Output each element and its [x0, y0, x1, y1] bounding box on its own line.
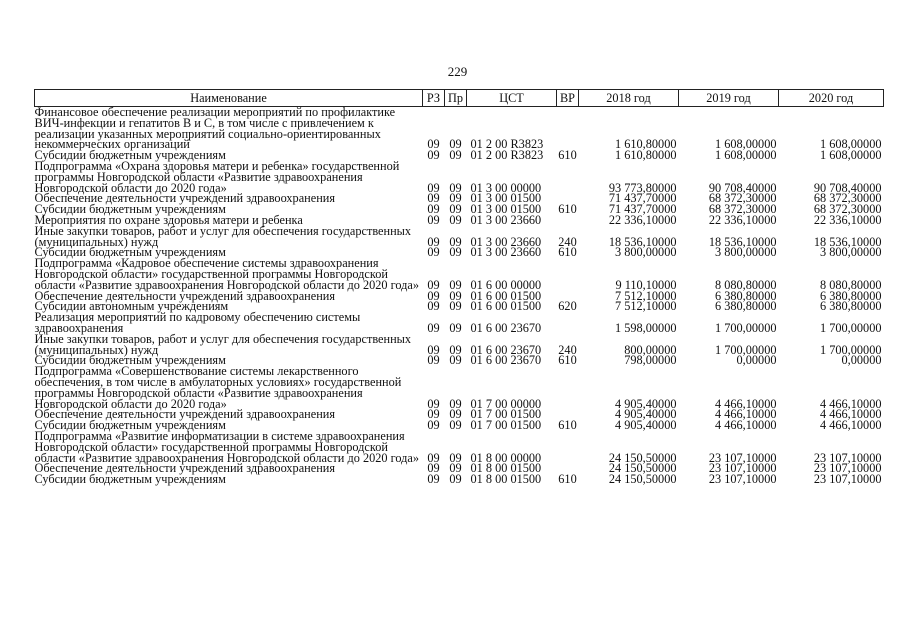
row-2020: 68 372,30000 — [813, 191, 882, 206]
row-2020: 23 107,10000 — [813, 472, 882, 487]
row-vr — [557, 258, 579, 290]
row-2020: 22 336,10000 — [813, 212, 882, 227]
row-pr: 09 — [449, 407, 462, 422]
row-rz: 09 — [427, 299, 440, 314]
row-rz: 09 — [427, 320, 440, 335]
row-rz: 09 — [427, 472, 440, 487]
row-vr: 610 — [558, 418, 577, 433]
row-2018: 4 905,40000 — [615, 407, 677, 422]
row-cst: 01 6 00 01500 — [470, 299, 542, 314]
row-2018: 93 773,80000 — [608, 180, 677, 195]
row-vr: 610 — [558, 472, 577, 487]
row-pr: 09 — [449, 180, 462, 195]
row-vr: 610 — [558, 353, 577, 368]
header-name: Наименование — [35, 90, 423, 107]
row-pr: 09 — [449, 418, 462, 433]
row-2019: 1 608,00000 — [715, 137, 777, 152]
row-2020: 23 107,10000 — [813, 450, 882, 465]
row-pr: 09 — [449, 299, 462, 314]
row-pr: 09 — [449, 461, 462, 476]
row-cst: 01 7 00 00000 — [470, 396, 542, 411]
row-2018: 1 610,80000 — [615, 137, 677, 152]
row-vr — [557, 312, 579, 334]
row-cst: 01 8 00 01500 — [470, 472, 542, 487]
row-name: Финансовое обеспечение реализации мероприятий по профилактике ВИЧ-инфекции и гепатитов В и С, в том числе с привлечением к реализации указанных мероприятий социально-ориентированных некоммерческих организаций — [34, 105, 396, 152]
row-name: Субсидии бюджетным учреждениям — [34, 202, 226, 217]
row-cst: 01 6 00 23670 — [470, 342, 542, 357]
row-2020: 4 466,10000 — [820, 418, 882, 433]
row-name: Подпрограмма «Развитие информатизации в системе здравоохранения Новгородской области» государственной программы Новгородской области «Развитие здравоохранения Новгородской области до 2020 года» — [34, 428, 420, 465]
row-2018: 800,00000 — [624, 342, 677, 357]
row-2019: 6 380,80000 — [715, 288, 777, 303]
row-2019: 4 466,10000 — [715, 418, 777, 433]
row-name: Обеспечение деятельности учреждений здравоохранения — [34, 407, 336, 422]
header-2020: 2020 год — [779, 90, 884, 107]
row-name: Подпрограмма «Охрана здоровья матери и ребенка» государственной программы Новгородской области «Развитие здравоохранения Новгородской области до 2020 года» — [34, 158, 400, 195]
row-2018: 24 150,50000 — [608, 461, 677, 476]
header-cst: ЦСТ — [467, 90, 557, 107]
row-2019: 18 536,10000 — [708, 234, 777, 249]
row-rz: 09 — [427, 288, 440, 303]
row-2019: 1 700,00000 — [715, 320, 777, 335]
table-row — [35, 258, 884, 290]
row-2019: 68 372,30000 — [708, 191, 777, 206]
row-vr: 610 — [558, 148, 577, 163]
row-2020: 1 700,00000 — [820, 320, 882, 335]
row-2019: 23 107,10000 — [708, 461, 777, 476]
row-2018: 4 905,40000 — [615, 396, 677, 411]
row-2020: 3 800,00000 — [820, 245, 882, 260]
row-2019: 68 372,30000 — [708, 202, 777, 217]
row-pr: 09 — [449, 288, 462, 303]
row-2020: 4 466,10000 — [820, 407, 882, 422]
row-vr: 610 — [558, 202, 577, 217]
row-rz: 09 — [427, 353, 440, 368]
row-2020: 90 708,40000 — [813, 180, 882, 195]
row-2020: 1 608,00000 — [820, 148, 882, 163]
row-rz: 09 — [427, 450, 440, 465]
row-vr: 240 — [558, 342, 577, 357]
row-2019: 6 380,80000 — [715, 299, 777, 314]
row-2020: 6 380,80000 — [820, 299, 882, 314]
row-pr: 09 — [449, 277, 462, 292]
row-cst: 01 3 00 01500 — [470, 202, 542, 217]
row-2018: 1 610,80000 — [615, 148, 677, 163]
row-cst: 01 6 00 00000 — [470, 277, 542, 292]
row-2020: 0,00000 — [841, 353, 882, 368]
row-pr: 09 — [449, 191, 462, 206]
row-name: Подпрограмма «Кадровое обеспечение системы здравоохранения Новгородской области» государственной программы Новгородской области «Развитие здравоохранения Новгородской области до 2020 года» — [34, 256, 420, 292]
row-pr: 09 — [449, 396, 462, 411]
row-rz: 09 — [427, 148, 440, 163]
page-number-text: 229 — [447, 64, 468, 79]
row-2018: 22 336,10000 — [608, 212, 677, 227]
row-rz: 09 — [427, 212, 440, 227]
row-2019: 3 800,00000 — [715, 245, 777, 260]
row-2020: 68 372,30000 — [813, 202, 882, 217]
row-2019: 4 466,10000 — [715, 407, 777, 422]
row-2019: 23 107,10000 — [708, 472, 777, 487]
row-2018: 18 536,10000 — [608, 234, 677, 249]
row-cst: 01 7 00 01500 — [470, 407, 542, 422]
row-2019: 0,00000 — [736, 353, 777, 368]
row-rz: 09 — [427, 234, 440, 249]
row-name: Иные закупки товаров, работ и услуг для обеспечения государственных (муниципальных) нужд — [34, 223, 412, 249]
table-body — [35, 107, 884, 485]
row-cst: 01 3 00 00000 — [470, 180, 542, 195]
row-cst: 01 8 00 00000 — [470, 450, 542, 465]
row-vr: 240 — [558, 234, 577, 249]
budget-table — [34, 89, 884, 485]
table-row — [35, 161, 884, 193]
row-2019: 1 700,00000 — [715, 342, 777, 357]
row-name: Мероприятия по охране здоровья матери и ребенка — [34, 212, 303, 227]
header-2019: 2019 год — [679, 90, 779, 107]
row-cst: 01 8 00 01500 — [470, 461, 542, 476]
row-name: Субсидии бюджетным учреждениям — [34, 148, 226, 163]
row-cst: 01 7 00 01500 — [470, 418, 542, 433]
row-2019: 4 466,10000 — [715, 396, 777, 411]
table-row — [35, 107, 884, 151]
row-name: Субсидии автономным учреждениям — [34, 299, 229, 314]
row-name: Обеспечение деятельности учреждений здравоохранения — [34, 191, 336, 206]
header-pr: Пр — [445, 90, 467, 107]
row-cst: 01 2 00 R3823 — [470, 137, 544, 152]
row-rz: 09 — [427, 137, 440, 152]
row-2018: 1 598,00000 — [615, 320, 677, 335]
row-pr: 09 — [449, 148, 462, 163]
row-name: Обеспечение деятельности учреждений здравоохранения — [34, 288, 336, 303]
header-2018: 2018 год — [579, 90, 679, 107]
row-2018: 24 150,50000 — [608, 450, 677, 465]
row-pr: 09 — [449, 472, 462, 487]
table-row — [35, 334, 884, 356]
row-2018: 24 150,50000 — [608, 472, 677, 487]
row-cst: 01 3 00 01500 — [470, 191, 542, 206]
row-rz: 09 — [427, 180, 440, 195]
row-vr — [557, 161, 579, 193]
row-2020: 23 107,10000 — [813, 461, 882, 476]
row-rz: 09 — [427, 396, 440, 411]
row-vr — [557, 107, 579, 151]
row-pr: 09 — [449, 202, 462, 217]
row-name: Субсидии бюджетным учреждениям — [34, 418, 226, 433]
row-2018: 71 437,70000 — [608, 191, 677, 206]
row-2020: 8 080,80000 — [820, 277, 882, 292]
row-rz: 09 — [427, 202, 440, 217]
row-2019: 22 336,10000 — [708, 212, 777, 227]
row-name: Субсидии бюджетным учреждениям — [34, 353, 226, 368]
row-pr: 09 — [449, 353, 462, 368]
row-cst: 01 6 00 01500 — [470, 288, 542, 303]
row-2020: 1 700,00000 — [820, 342, 882, 357]
row-name: Субсидии бюджетным учреждениям — [34, 245, 226, 260]
row-name: Иные закупки товаров, работ и услуг для обеспечения государственных (муниципальных) нужд — [34, 331, 412, 357]
row-pr: 09 — [449, 342, 462, 357]
row-cst: 01 6 00 23670 — [470, 320, 542, 335]
header-vr: ВР — [557, 90, 579, 107]
table-header — [35, 90, 884, 107]
row-2018: 71 437,70000 — [608, 202, 677, 217]
row-2018: 3 800,00000 — [615, 245, 677, 260]
row-pr: 09 — [449, 212, 462, 227]
row-name: Обеспечение деятельности учреждений здравоохранения — [34, 461, 336, 476]
row-rz: 09 — [427, 277, 440, 292]
row-2020: 1 608,00000 — [820, 137, 882, 152]
row-rz: 09 — [427, 418, 440, 433]
table-row — [35, 366, 884, 409]
row-2018: 7 512,10000 — [615, 299, 677, 314]
row-2019: 1 608,00000 — [715, 148, 777, 163]
row-2018: 7 512,10000 — [615, 288, 677, 303]
row-pr: 09 — [449, 245, 462, 260]
row-name: Подпрограмма «Совершенствование системы лекарственного обеспечения, в том числе в амбулаторных условиях» государственной программы Новгородской области «Развитие здравоохранения Новгородской области до 2020 года» — [34, 364, 402, 411]
table-row — [35, 474, 884, 485]
row-2019: 90 708,40000 — [708, 180, 777, 195]
row-2020: 4 466,10000 — [820, 396, 882, 411]
row-vr — [557, 215, 579, 226]
row-vr: 610 — [558, 245, 577, 260]
row-cst: 01 2 00 R3823 — [470, 148, 544, 163]
row-pr: 09 — [449, 234, 462, 249]
row-vr — [557, 431, 579, 463]
row-cst: 01 3 00 23660 — [470, 234, 542, 249]
row-name: Субсидии бюджетным учреждениям — [34, 472, 226, 487]
row-2020: 18 536,10000 — [813, 234, 882, 249]
row-pr: 09 — [449, 320, 462, 335]
row-cst: 01 6 00 23670 — [470, 353, 542, 368]
row-cst: 01 3 00 23660 — [470, 212, 542, 227]
table-row — [35, 431, 884, 463]
row-vr: 620 — [558, 299, 577, 314]
row-2018: 4 905,40000 — [615, 418, 677, 433]
row-rz: 09 — [427, 191, 440, 206]
row-2018: 9 110,10000 — [615, 277, 677, 292]
row-rz: 09 — [427, 407, 440, 422]
row-name: Реализация мероприятий по кадровому обеспечению системы здравоохранения — [34, 310, 361, 335]
table-row — [35, 226, 884, 248]
page-number — [0, 64, 905, 80]
row-2019: 8 080,80000 — [715, 277, 777, 292]
row-pr: 09 — [449, 137, 462, 152]
row-rz: 09 — [427, 461, 440, 476]
row-cst: 01 3 00 23660 — [470, 245, 542, 260]
table-row — [35, 312, 884, 334]
row-2020: 6 380,80000 — [820, 288, 882, 303]
row-vr — [557, 366, 579, 409]
row-2019: 23 107,10000 — [708, 450, 777, 465]
row-2018: 798,00000 — [624, 353, 677, 368]
row-pr: 09 — [449, 450, 462, 465]
header-rz: РЗ — [423, 90, 445, 107]
row-rz: 09 — [427, 342, 440, 357]
row-rz: 09 — [427, 245, 440, 260]
